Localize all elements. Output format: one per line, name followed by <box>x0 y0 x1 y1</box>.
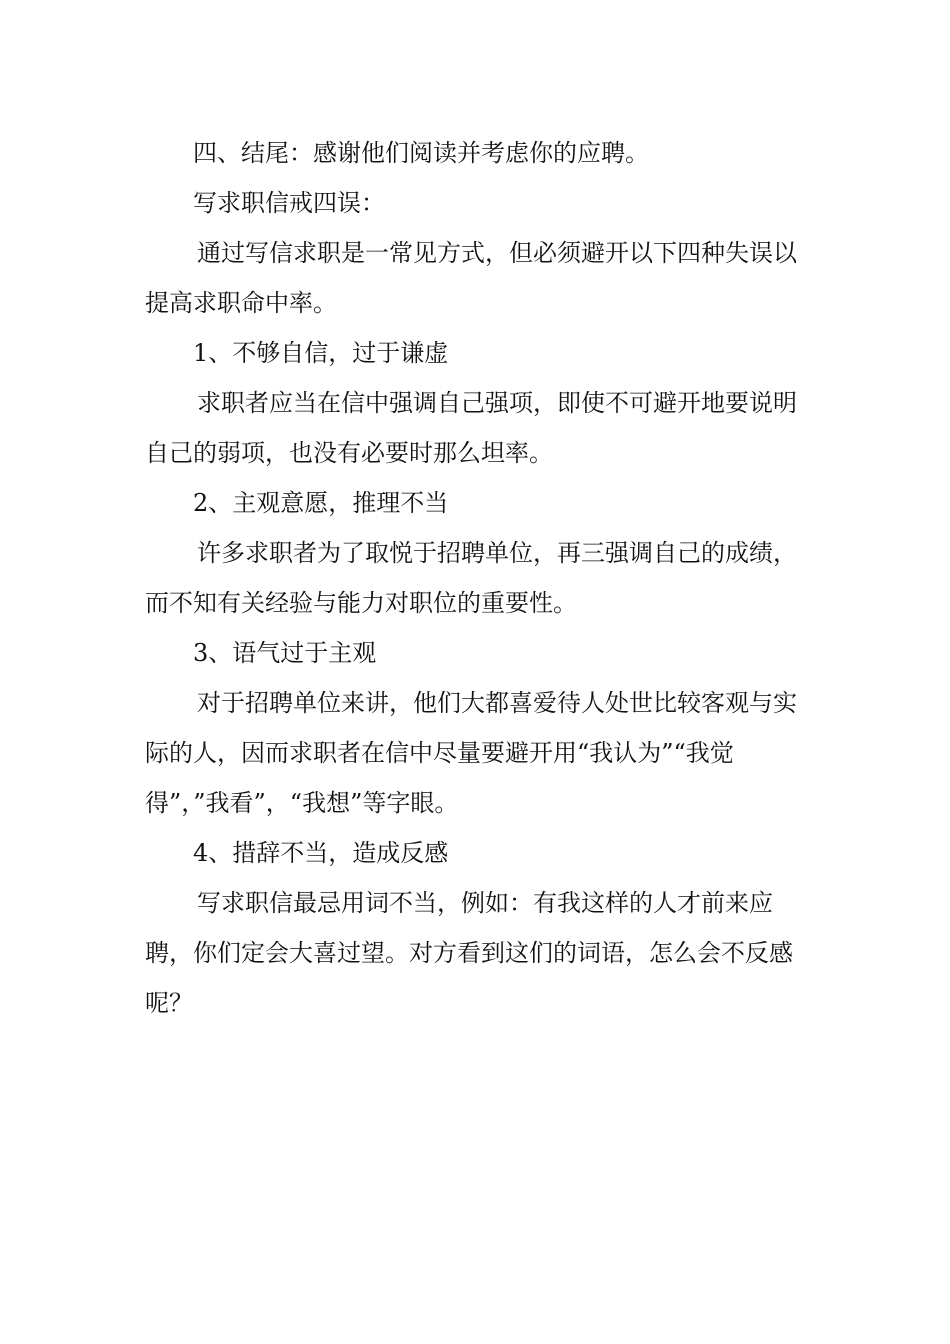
point-body-4: 写求职信最忌用词不当，例如：有我这样的人才前来应聘，你们定会大喜过望。对方看到这们的词语，怎么会不反感呢？ <box>145 889 793 1017</box>
paragraph-closing: 四、结尾：感谢他们阅读并考虑你的应聘。 <box>193 139 649 167</box>
point-body-3: 对于招聘单位来讲，他们大都喜爱待人处世比较客观与实际的人，因而求职者在信中尽量要避开用“我认为”“我觉得”，”我看”，“我想”等字眼。 <box>145 689 797 817</box>
point-heading-4: 4、措辞不当，造成反感 <box>193 839 449 867</box>
body-text <box>145 128 810 1028</box>
point-heading-1: 1、不够自信，过于谦虚 <box>193 339 449 367</box>
point-heading-3: 3、语气过于主观 <box>193 639 377 667</box>
paragraph-intro: 通过写信求职是一常见方式，但必须避开以下四种失误以提高求职命中率。 <box>145 239 797 317</box>
point-heading-2: 2、主观意愿，推理不当 <box>193 489 449 517</box>
point-body-1: 求职者应当在信中强调自己强项，即使不可避开地要说明自己的弱项，也没有必要时那么坦率。 <box>145 389 797 467</box>
paragraph-section-title: 写求职信戒四误： <box>193 189 385 217</box>
point-body-2: 许多求职者为了取悦于招聘单位，再三强调自己的成绩，而不知有关经验与能力对职位的重要性。 <box>145 539 797 617</box>
